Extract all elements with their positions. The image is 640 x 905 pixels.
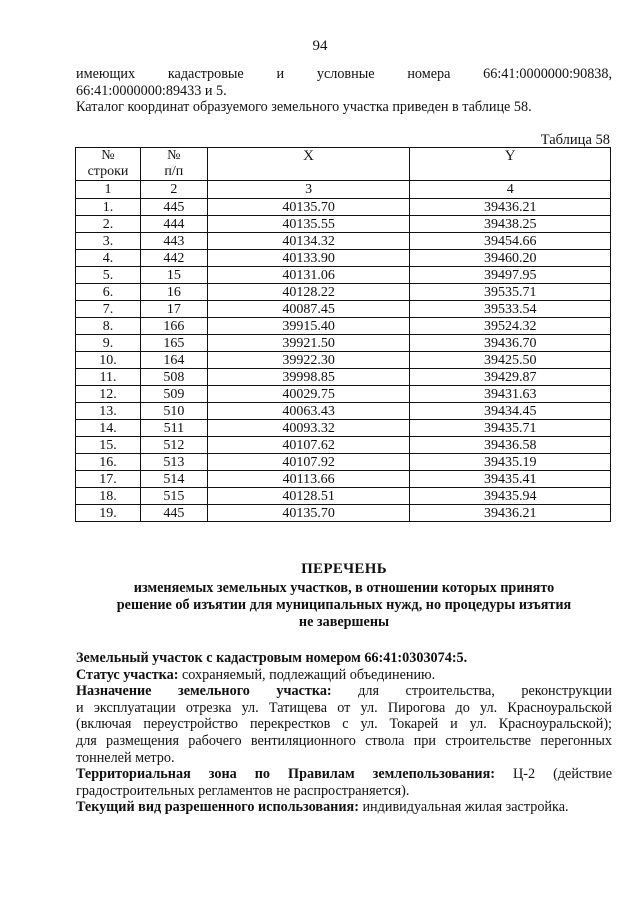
header-number: 3 (207, 181, 410, 199)
list-subtitle: изменяемых земельных участков, в отношении которых принято решение об изъятии для муниципальных нужд, но процедуры изъятия не завершены (116, 580, 572, 630)
cell-x: 39998.85 (207, 369, 410, 386)
cell-row-no: 7. (76, 301, 141, 318)
table-row (76, 437, 611, 454)
cell-x: 40087.45 (207, 301, 410, 318)
cell-x: 40135.55 (207, 216, 410, 233)
cell-y: 39535.71 (410, 284, 611, 301)
cell-point-no: 442 (140, 250, 207, 267)
table-body (76, 199, 611, 522)
cell-point-no: 508 (140, 369, 207, 386)
table-row (76, 454, 611, 471)
cell-x: 39921.50 (207, 335, 410, 352)
cell-y: 39436.21 (410, 505, 611, 522)
table-row (76, 199, 611, 216)
cell-y: 39435.19 (410, 454, 611, 471)
cell-point-no: 166 (140, 318, 207, 335)
coordinates-table (75, 147, 611, 522)
cell-x: 40113.66 (207, 471, 410, 488)
cell-y: 39425.50 (410, 352, 611, 369)
cell-point-no: 445 (140, 505, 207, 522)
cell-row-no: 6. (76, 284, 141, 301)
cell-row-no: 9. (76, 335, 141, 352)
cell-row-no: 14. (76, 420, 141, 437)
parcel-purpose-line: для размещения рабочего вентиляционного ствола при строительстве перегонных (76, 732, 612, 749)
cell-point-no: 511 (140, 420, 207, 437)
cell-y: 39438.25 (410, 216, 611, 233)
intro-paragraph (76, 66, 612, 116)
cell-x: 40107.62 (207, 437, 410, 454)
table-row (76, 233, 611, 250)
cell-row-no: 18. (76, 488, 141, 505)
cell-x: 40135.70 (207, 199, 410, 216)
cell-y: 39436.58 (410, 437, 611, 454)
cell-point-no: 509 (140, 386, 207, 403)
parcel-purpose-line-1: Назначение земельного участка: для строительства, реконструкции (76, 683, 612, 700)
table-row (76, 488, 611, 505)
cell-point-no: 165 (140, 335, 207, 352)
cell-y: 39497.95 (410, 267, 611, 284)
cell-x: 40107.92 (207, 454, 410, 471)
header-number: 2 (140, 181, 207, 199)
cell-y: 39524.32 (410, 318, 611, 335)
table-row (76, 267, 611, 284)
cell-x: 40131.06 (207, 267, 410, 284)
header-y: Y (410, 148, 611, 181)
cell-x: 40128.22 (207, 284, 410, 301)
cell-row-no: 5. (76, 267, 141, 284)
cell-row-no: 17. (76, 471, 141, 488)
table-row (76, 250, 611, 267)
cell-row-no: 19. (76, 505, 141, 522)
table-row (76, 284, 611, 301)
header-x: X (207, 148, 410, 181)
cell-x: 40133.90 (207, 250, 410, 267)
cell-row-no: 2. (76, 216, 141, 233)
table-caption: Таблица 58 (540, 132, 610, 148)
cell-row-no: 15. (76, 437, 141, 454)
intro-line-2: 66:41:0000000:89433 и 5. (76, 82, 227, 99)
parcel-purpose-line: и эксплуатации отрезка ул. Татищева от ул. Пирогова до ул. Красноуральской (76, 699, 612, 716)
cell-row-no: 8. (76, 318, 141, 335)
parcel-section (76, 650, 612, 816)
cell-y: 39436.21 (410, 199, 611, 216)
list-title: ПЕРЕЧЕНЬ (301, 561, 387, 577)
cell-row-no: 4. (76, 250, 141, 267)
cell-row-no: 11. (76, 369, 141, 386)
parcel-title: Земельный участок с кадастровым номером 66:41:0303074:5. (76, 650, 468, 666)
cell-row-no: 10. (76, 352, 141, 369)
cell-y: 39460.20 (410, 250, 611, 267)
table-row (76, 369, 611, 386)
table-row (76, 216, 611, 233)
cell-y: 39429.87 (410, 369, 611, 386)
parcel-purpose-last: тоннелей метро. (76, 749, 175, 766)
intro-line-3: Каталог координат образуемого земельного участка приведен в таблице 58. (76, 99, 532, 115)
cell-y: 39436.70 (410, 335, 611, 352)
cell-y: 39435.71 (410, 420, 611, 437)
cell-x: 39915.40 (207, 318, 410, 335)
cell-x: 40093.32 (207, 420, 410, 437)
table-row (76, 471, 611, 488)
table-row (76, 403, 611, 420)
cell-point-no: 15 (140, 267, 207, 284)
cell-y: 39454.66 (410, 233, 611, 250)
table-row (76, 335, 611, 352)
cell-x: 40128.51 (207, 488, 410, 505)
table-row (76, 505, 611, 522)
cell-row-no: 1. (76, 199, 141, 216)
cell-y: 39435.41 (410, 471, 611, 488)
intro-line-1: имеющих кадастровые и условные номера 66:41:0000000:90838, (76, 66, 613, 82)
cell-point-no: 513 (140, 454, 207, 471)
cell-x: 40134.32 (207, 233, 410, 250)
header-number: 4 (410, 181, 611, 199)
header-row-no: № строки (76, 148, 141, 181)
table-row (76, 318, 611, 335)
cell-point-no: 443 (140, 233, 207, 250)
cell-point-no: 444 (140, 216, 207, 233)
cell-row-no: 12. (76, 386, 141, 403)
cell-row-no: 3. (76, 233, 141, 250)
cell-point-no: 17 (140, 301, 207, 318)
table-row (76, 352, 611, 369)
cell-y: 39431.63 (410, 386, 611, 403)
parcel-use: Текущий вид разрешенного использования: индивидуальная жилая застройка. (76, 799, 569, 816)
table-row (76, 386, 611, 403)
cell-point-no: 164 (140, 352, 207, 369)
parcel-zone-line-2: градостроительных регламентов не распространяется). (76, 782, 410, 799)
cell-point-no: 512 (140, 437, 207, 454)
cell-point-no: 16 (140, 284, 207, 301)
page-number: 94 (312, 38, 328, 54)
parcel-purpose-line: (включая переустройство перекрестков с ул. Токарей и ул. Красноуральской); (76, 716, 612, 733)
cell-point-no: 515 (140, 488, 207, 505)
cell-point-no: 445 (140, 199, 207, 216)
cell-x: 40029.75 (207, 386, 410, 403)
cell-y: 39434.45 (410, 403, 611, 420)
cell-point-no: 510 (140, 403, 207, 420)
cell-row-no: 16. (76, 454, 141, 471)
header-point-no: № п/п (140, 148, 207, 181)
cell-x: 39922.30 (207, 352, 410, 369)
cell-y: 39435.94 (410, 488, 611, 505)
cell-y: 39533.54 (410, 301, 611, 318)
table-row (76, 420, 611, 437)
cell-x: 40135.70 (207, 505, 410, 522)
parcel-status: Статус участка: сохраняемый, подлежащий объединению. (76, 666, 436, 683)
table-row (76, 301, 611, 318)
cell-x: 40063.43 (207, 403, 410, 420)
cell-point-no: 514 (140, 471, 207, 488)
cell-row-no: 13. (76, 403, 141, 420)
header-number: 1 (76, 181, 141, 199)
parcel-zone-line-1: Территориальная зона по Правилам землепользования: Ц-2 (действие (76, 766, 613, 783)
